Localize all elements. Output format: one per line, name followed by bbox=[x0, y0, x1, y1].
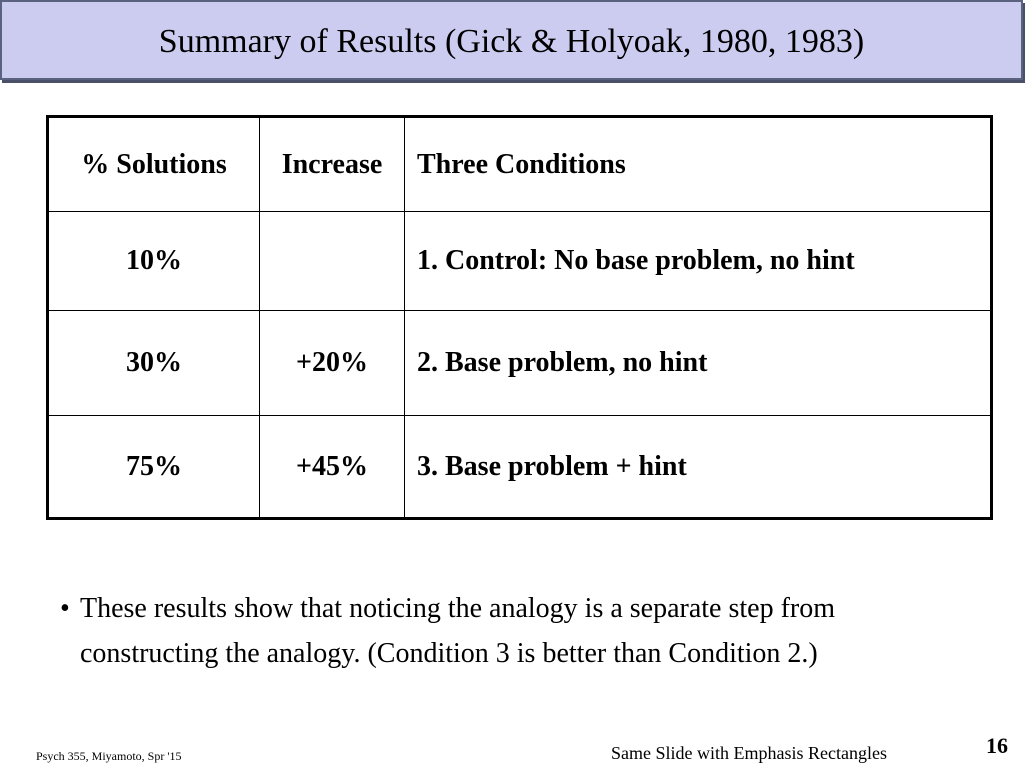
cell-solutions: 30% bbox=[48, 311, 260, 416]
slide-title: Summary of Results (Gick & Holyoak, 1980, 1983) bbox=[158, 23, 865, 60]
header-solutions: % Solutions bbox=[48, 117, 260, 212]
footer-course-info: Psych 355, Miyamoto, Spr '15 bbox=[36, 749, 182, 763]
results-table bbox=[46, 115, 993, 520]
cell-condition: 1. Control: No base problem, no hint bbox=[405, 212, 992, 311]
cell-condition: 2. Base problem, no hint bbox=[405, 311, 992, 416]
header-conditions: Three Conditions bbox=[405, 117, 992, 212]
table-row bbox=[48, 212, 992, 311]
title-bar bbox=[0, 0, 1023, 80]
table-row bbox=[48, 416, 992, 519]
page-number: 16 bbox=[986, 733, 1008, 758]
cell-increase: +20% bbox=[260, 311, 405, 416]
table-row bbox=[48, 311, 992, 416]
cell-solutions: 10% bbox=[48, 212, 260, 311]
cell-condition: 3. Base problem + hint bbox=[405, 416, 992, 519]
bullet-marker: • bbox=[60, 593, 70, 624]
cell-increase: +45% bbox=[260, 416, 405, 519]
footer-slide-note: Same Slide with Emphasis Rectangles bbox=[611, 743, 887, 763]
cell-solutions: 75% bbox=[48, 416, 260, 519]
bullet-text: These results show that noticing the analogy is a separate step from constructing the analogy. (Condition 3 is better than Condition 2.) bbox=[80, 593, 836, 669]
table-header-row bbox=[48, 117, 992, 212]
cell-increase bbox=[260, 212, 405, 311]
header-increase: Increase bbox=[260, 117, 405, 212]
